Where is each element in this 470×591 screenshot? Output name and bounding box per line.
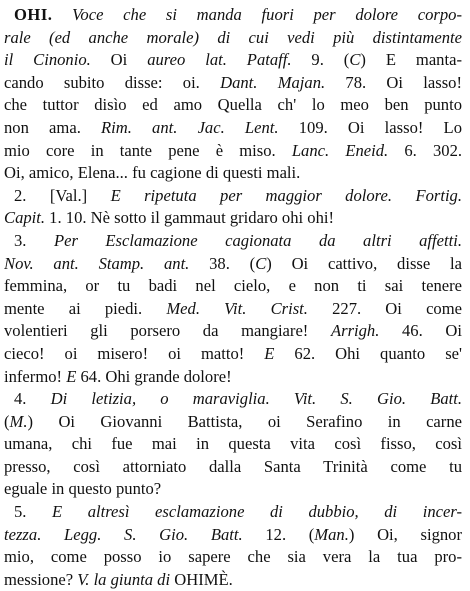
text-run: 78. Oi lasso! <box>325 72 462 92</box>
text-run: 109. Oi lasso! Lo <box>278 117 462 137</box>
text-line <box>4 72 462 95</box>
text-run: Nov. ant. Stamp. ant. <box>4 253 190 273</box>
text-line <box>4 546 462 569</box>
text-line <box>4 411 462 434</box>
text-run: mio, come posso io sapere che sia vera la tua pro- <box>4 547 462 567</box>
text-run: Arrigh. <box>330 321 380 341</box>
text-line <box>4 185 462 208</box>
text-line <box>4 140 462 163</box>
text-run: Voce che si manda fuori per dolore corpo- <box>52 5 462 24</box>
text-line <box>4 433 462 456</box>
text-run: E <box>66 366 77 386</box>
text-run: rale (ed anche morale) di cui vedi più distintamente <box>4 27 462 47</box>
text-line <box>4 49 462 72</box>
text-line <box>4 524 462 547</box>
text-run: 38. ( <box>189 253 256 273</box>
text-run: mio core in tante pene è miso. <box>4 140 292 160</box>
text-run: Med. Vit. Crist. <box>166 298 308 318</box>
text-run: infermo! <box>4 366 67 386</box>
text-run: 3. <box>14 230 54 250</box>
text-line <box>4 275 462 298</box>
text-run: Oi, amico, Elena... fu cagione di questi mali. <box>4 163 301 183</box>
text-run: C <box>255 253 267 273</box>
text-line <box>4 94 462 117</box>
text-run: umana, chi fue mai in questa vita così fisso, così <box>4 434 462 454</box>
text-run: 6. 302. <box>388 140 462 160</box>
headword: OHI. <box>14 5 53 24</box>
text-run: OHIMÈ. <box>170 569 233 589</box>
text-run: 1. 10. Nè sotto il gammaut gridaro ohi ohi! <box>45 208 334 228</box>
text-run: Oi <box>90 50 148 70</box>
text-run: aureo lat. Pataff. <box>147 50 292 70</box>
text-run: 46. Oi <box>379 321 462 341</box>
text-run: 62. Ohi quanto se' <box>274 343 462 363</box>
text-run: non ama. <box>4 117 102 137</box>
text-run: Man. <box>314 524 349 544</box>
text-run: Lanc. Eneid. <box>291 140 389 160</box>
text-run: tezza. Legg. S. Gio. Batt. <box>4 524 243 544</box>
text-line <box>4 320 462 343</box>
text-run: M. <box>9 411 28 431</box>
text-line <box>4 4 462 27</box>
text-run: ) Oi, signor <box>348 524 462 544</box>
text-line <box>4 117 462 140</box>
text-line <box>4 366 462 389</box>
text-run: ) E manta- <box>360 50 462 70</box>
text-run: il Cinonio. <box>4 50 91 70</box>
text-line <box>4 456 462 479</box>
text-run: femmina, or tu badi nel cielo, e non ti sai tenere <box>4 276 462 296</box>
text-run: Capit. <box>4 208 46 228</box>
text-run: che tuttor disìo ed amo Quella ch' lo meo ben punto <box>4 95 462 115</box>
text-line <box>4 478 462 501</box>
text-run: C <box>349 50 361 70</box>
text-line <box>4 162 462 185</box>
text-run: messione? <box>4 569 78 589</box>
text-line <box>4 569 462 591</box>
text-run: Rim. ant. Jac. Lent. <box>101 117 279 137</box>
text-line <box>4 501 462 524</box>
text-run: 64. Ohi grande dolore! <box>76 366 232 386</box>
text-run: cieco! oi misero! oi matto! <box>4 343 265 363</box>
text-run: ( <box>4 411 10 431</box>
dictionary-entry-ohi <box>4 4 464 591</box>
text-run: ) Oi Giovanni Battista, oi Serafino in carne <box>27 411 462 431</box>
text-run: Per Esclamazione cagionata da altri affetti. <box>53 230 462 250</box>
text-run: 2. [Val.] <box>14 185 111 205</box>
text-run: E <box>264 343 275 363</box>
text-run: 12. ( <box>242 524 315 544</box>
text-line <box>4 298 462 321</box>
text-run: Dant. Majan. <box>220 72 326 92</box>
text-line <box>4 27 462 50</box>
text-run: E altresì esclamazione di dubbio, di incer- <box>52 502 462 522</box>
text-run: cando subito disse: oi. <box>4 72 221 92</box>
text-run: Di letizia, o maraviglia. Vit. S. Gio. Batt. <box>50 389 462 409</box>
text-run: 4. <box>14 389 51 409</box>
text-run: mente ai piedi. <box>4 298 167 318</box>
text-run: eguale in questo punto? <box>4 479 162 499</box>
text-line <box>4 388 462 411</box>
text-line <box>4 207 462 230</box>
text-line <box>4 343 462 366</box>
text-run: V. la giunta di <box>77 569 171 589</box>
text-run: ) Oi cattivo, disse la <box>266 253 462 273</box>
text-line <box>4 253 462 276</box>
text-run: 227. Oi come <box>307 298 462 318</box>
text-run: E ripetuta per maggior dolore. Fortig. <box>110 185 462 205</box>
text-line <box>4 230 462 253</box>
text-run: volentieri gli porsero da mangiare! <box>4 321 331 341</box>
text-run: 5. <box>14 502 52 522</box>
text-run: 9. ( <box>291 50 350 70</box>
text-run: presso, così attorniato dalla Santa Trinità come tu <box>4 456 462 476</box>
